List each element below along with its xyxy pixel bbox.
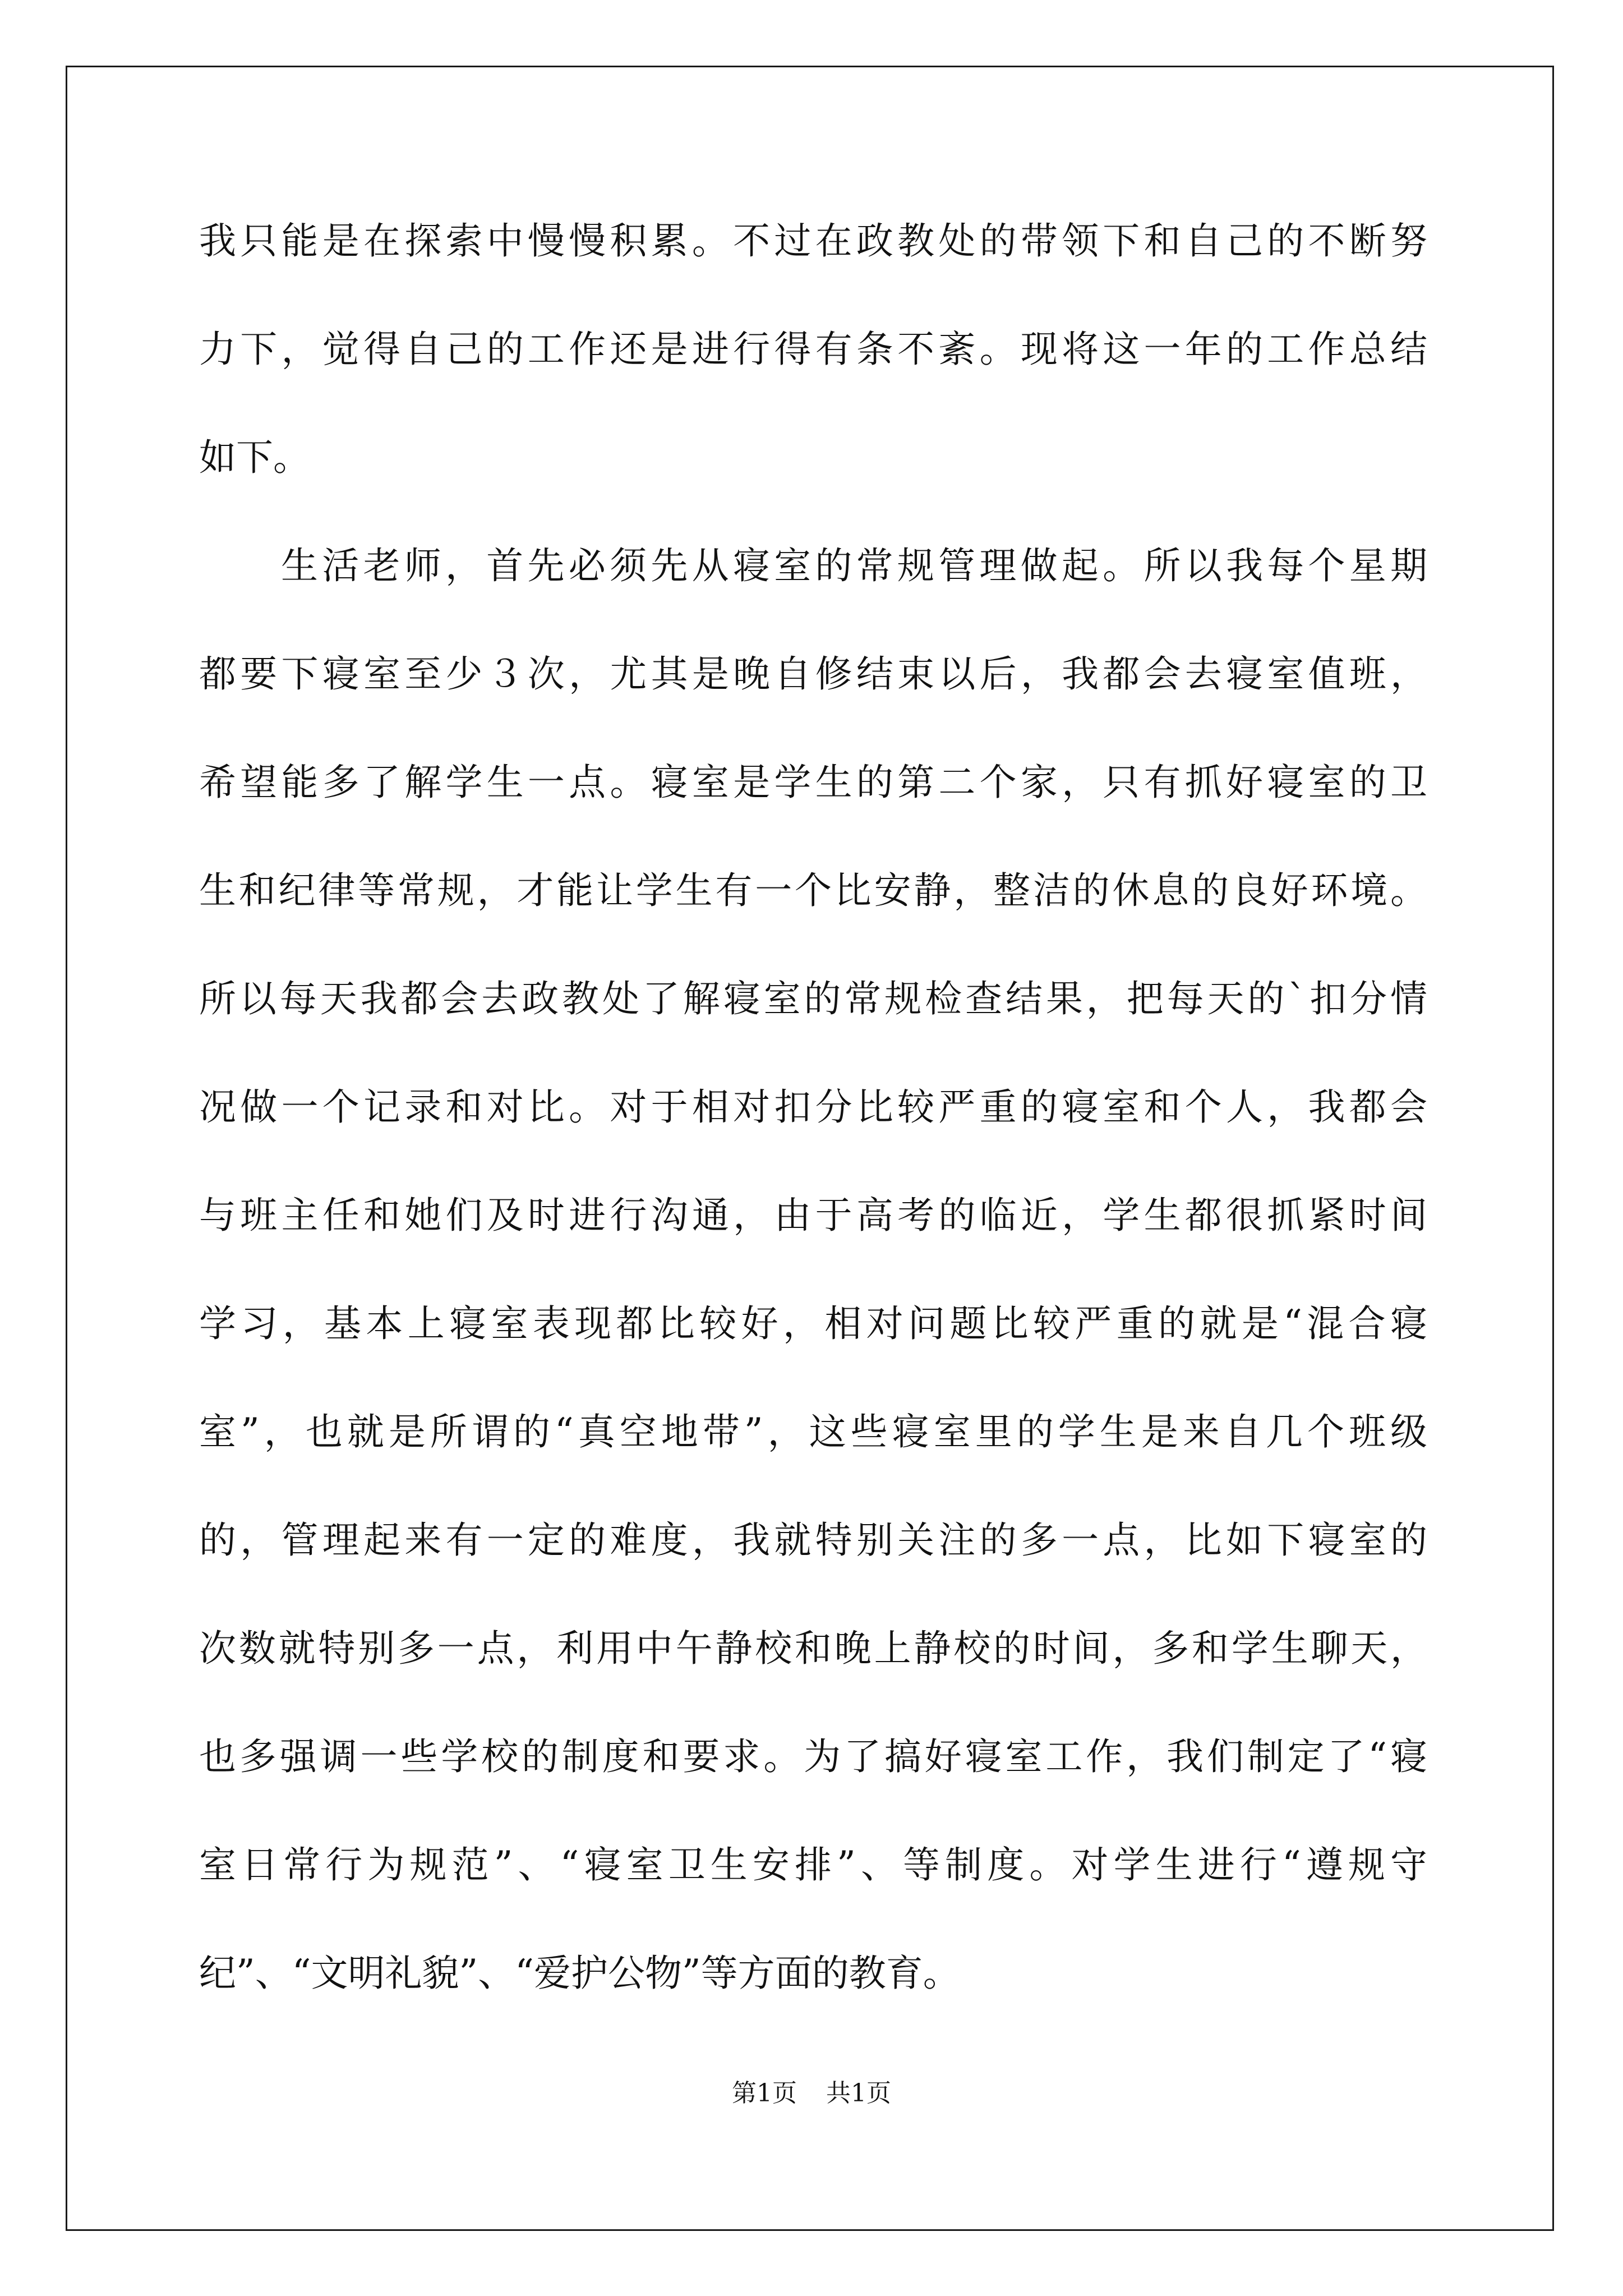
text-line: 纪”、“文明礼貌”、“爱护公物”等方面的教育。 (199, 1952, 960, 1995)
text-line: 况做一个记录和对比。对于相对扣分比较严重的寝室和个人，我都会 (199, 1085, 1427, 1129)
text-line: 次数就特别多一点，利用中午静校和晚上静校的时间，多和学生聊天， (199, 1627, 1427, 1670)
page-number: 第1页 (732, 2079, 797, 2108)
text-line: 也多强调一些学校的制度和要求。为了搞好寝室工作，我们制定了“寝 (199, 1735, 1427, 1778)
text-line: 我只能是在探索中慢慢积累。不过在政教处的带领下和自己的不断努 (199, 219, 1427, 263)
page-total: 共1页 (826, 2079, 891, 2108)
document-body (199, 219, 1427, 2059)
text-line: 与班主任和她们及时进行沟通，由于高考的临近，学生都很抓紧时间 (199, 1194, 1427, 1237)
text-line: 都要下寝室至少３次，尤其是晚自修结束以后，我都会去寝室值班， (199, 652, 1427, 696)
text-line: 学习，基本上寝室表现都比较好，相对问题比较严重的就是“混合寝 (199, 1302, 1427, 1345)
text-line: 的，管理起来有一定的难度，我就特别关注的多一点，比如下寝室的 (199, 1519, 1427, 1562)
text-line: 希望能多了解学生一点。寝室是学生的第二个家，只有抓好寝室的卫 (199, 761, 1427, 804)
text-line: 如下。 (199, 436, 310, 479)
text-line: 生和纪律等常规，才能让学生有一个比安静，整洁的休息的良好环境。 (199, 869, 1427, 912)
text-line: 室”，也就是所谓的“真空地带”，这些寝室里的学生是来自几个班级 (199, 1410, 1427, 1453)
text-line: 室日常行为规范”、“寝室卫生安排”、等制度。对学生进行“遵规守 (199, 1843, 1427, 1887)
page-footer (0, 2073, 1623, 2109)
text-line: 力下，觉得自己的工作还是进行得有条不紊。现将这一年的工作总结 (199, 328, 1427, 371)
paragraph-first-line: 生活老师，首先必须先从寝室的常规管理做起。所以我每个星期 (281, 544, 1427, 587)
text-line: 所以每天我都会去政教处了解寝室的常规检查结果，把每天的`扣分情 (199, 977, 1427, 1020)
